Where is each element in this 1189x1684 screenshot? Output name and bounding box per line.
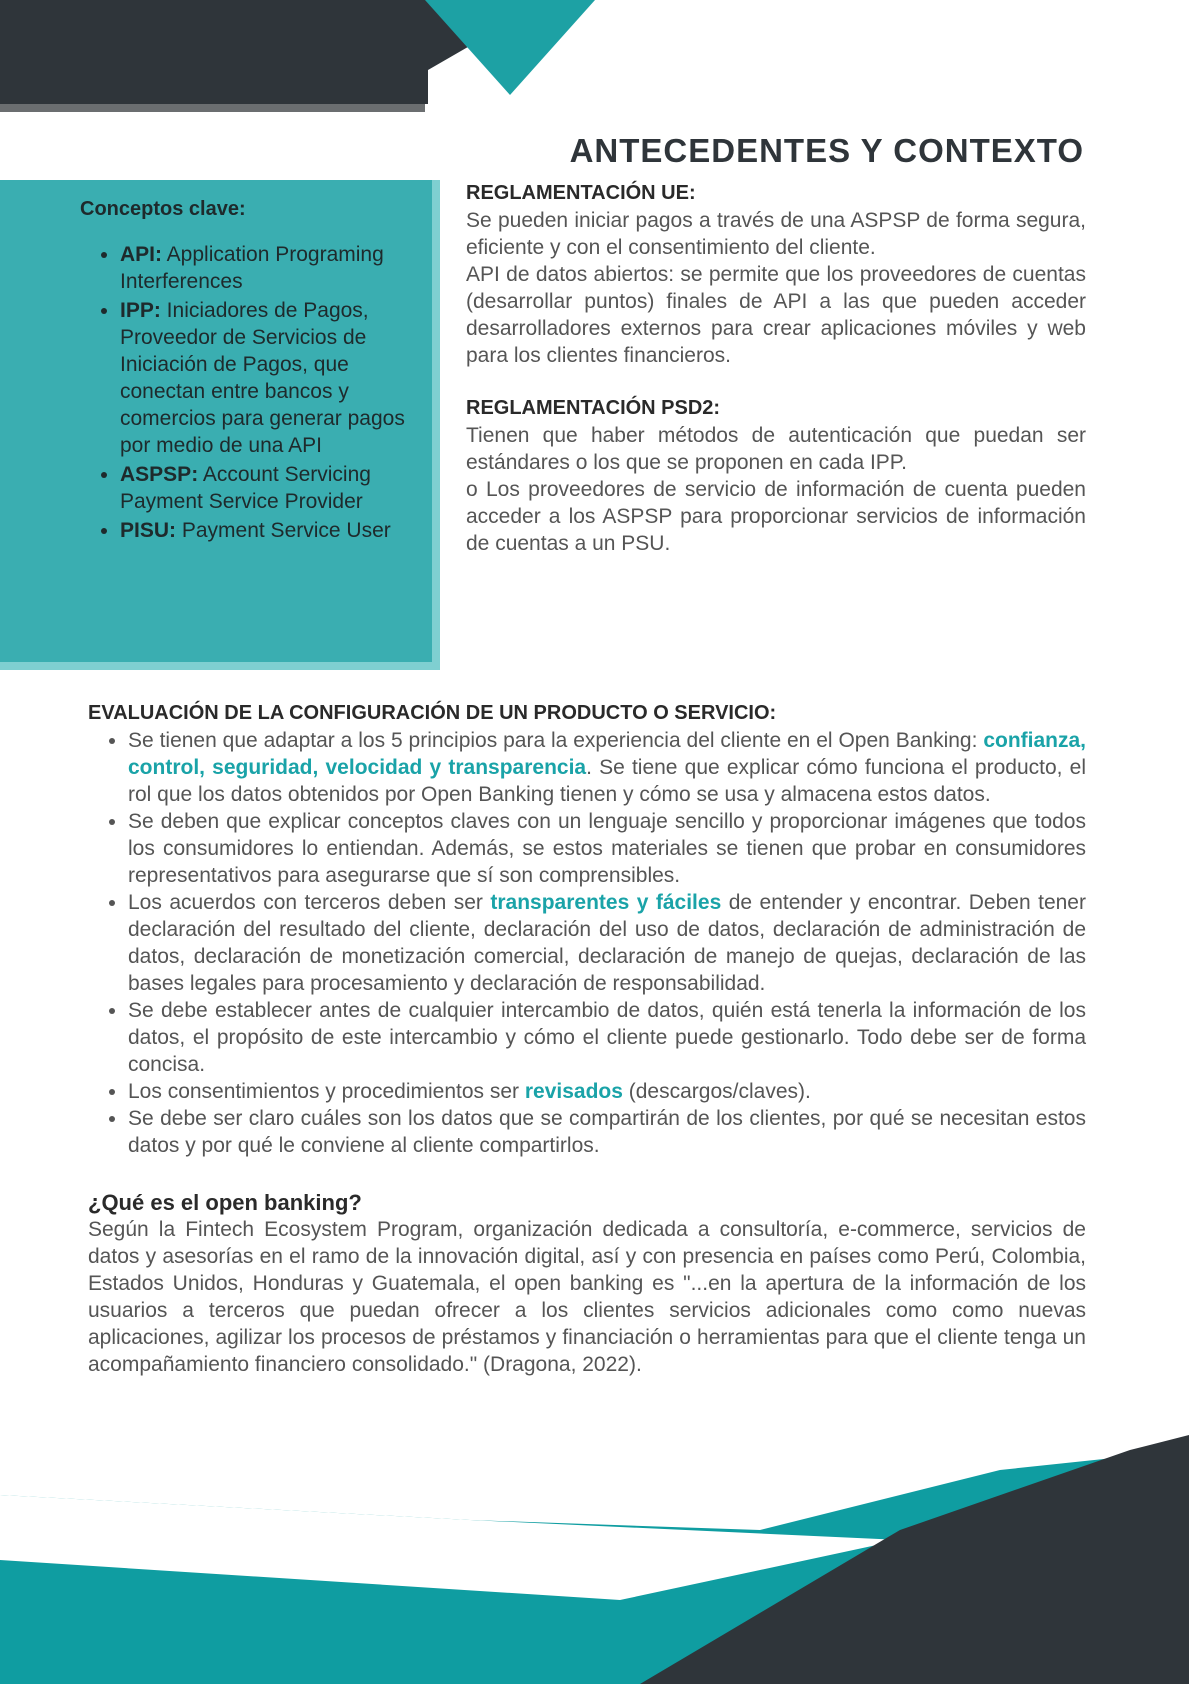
item-text: (descargos/claves).: [622, 1080, 811, 1103]
evaluation-item: [128, 727, 1086, 808]
concept-desc: Account Servicing Payment Service Provider: [120, 463, 371, 513]
item-text: Los consentimientos y procedimientos ser: [128, 1080, 525, 1103]
evaluation-heading: EVALUACIÓN DE LA CONFIGURACIÓN DE UN PRODUCTO O SERVICIO:: [88, 702, 777, 724]
regulation-column: [466, 180, 1086, 557]
concept-item: [120, 461, 406, 515]
reg-eu-paragraph: API de datos abiertos: se permite que los proveedores de cuentas (desarrollar puntos) finales de API a las que pueden acceder desarrolladores externos para crear aplicaciones móviles y web para los clientes financieros.: [466, 263, 1086, 367]
item-text: Se debe establecer antes de cualquier intercambio de datos, quién está tenerla la información de los datos, el propósito de este intercambio y cómo el cliente puede gestionarlo. Todo debe ser de forma concisa.: [128, 999, 1086, 1076]
highlight-text: confianza, control, seguridad, velocidad y transparencia: [128, 729, 1086, 779]
open-banking-heading: ¿Qué es el open banking?: [88, 1190, 362, 1215]
concept-desc: Application Programing Interferences: [120, 243, 384, 293]
reg-psd2-paragraph: o Los proveedores de servicio de información de cuenta pueden acceder a los ASPSP para proporcionar servicios de información de cuentas a un PSU.: [466, 478, 1086, 555]
evaluation-item: [128, 889, 1086, 997]
item-text: Los acuerdos con terceros deben ser: [128, 891, 491, 914]
main-content: [88, 700, 1086, 1378]
concept-term: ASPSP:: [120, 463, 199, 486]
item-text: . Se tiene que explicar cómo funciona el producto, el rol que los datos obtenidos por Open Banking tienen y cómo se usa y almacena estos datos.: [128, 756, 1086, 806]
reg-psd2-paragraph: Tienen que haber métodos de autenticación que puedan ser estándares o los que se proponen en cada IPP.: [466, 424, 1086, 474]
concept-term: PISU:: [120, 519, 177, 542]
concepts-box: [0, 180, 440, 670]
page-title: ANTECEDENTES Y CONTEXTO: [569, 132, 1084, 169]
highlight-text: transparentes y fáciles: [490, 891, 722, 914]
concepts-list: [80, 241, 406, 544]
concept-item: [120, 517, 406, 544]
item-text: Se tienen que adaptar a los 5 principios para la experiencia del cliente en el Open Banking:: [128, 729, 984, 752]
concepts-heading: Conceptos clave:: [80, 198, 246, 220]
concept-term: API:: [120, 243, 162, 266]
reg-eu-paragraph: Se pueden iniciar pagos a través de una ASPSP de forma segura, eficiente y con el consentimiento del cliente.: [466, 209, 1086, 259]
highlight-text: revisados: [524, 1080, 623, 1103]
item-text: Se debe ser claro cuáles son los datos que se compartirán de los clientes, por qué se necesitan estos datos y por qué le conviene al cliente compartirlos.: [128, 1107, 1086, 1157]
concept-desc: Payment Service User: [176, 519, 391, 542]
reg-psd2-heading: REGLAMENTACIÓN PSD2:: [466, 397, 721, 419]
reg-eu-heading: REGLAMENTACIÓN UE:: [466, 182, 696, 204]
evaluation-list: [88, 727, 1086, 1159]
concept-item: [120, 241, 406, 295]
evaluation-item: [128, 1078, 1086, 1105]
header-dark-shape: [0, 0, 480, 104]
item-text: de entender y encontrar. Deben tener declaración del resultado del cliente, declaración del uso de datos, declaración de administración de datos, declaración de monetización comercial, declaración de manejo de quejas, declaración de las bases legales para procesamiento y declaración de responsabilidad.: [128, 891, 1086, 995]
open-banking-text: Según la Fintech Ecosystem Program, organización dedicada a consultoría, e-commerce, servicios de datos y asesorías en el ramo de la innovación digital, así y con presencia en países como Perú, Colombia, Estados Unidos, Honduras y Guatemala, el open banking es "...en la apertura de la información de los usuarios a terceros que puedan ofrecer a los clientes servicios adicionales como como nuevas aplicaciones, agilizar los procesos de préstamos y financiación o herramientas para que el cliente tenga un acompañamiento financiero consolidado." (Dragona, 2022).: [88, 1218, 1086, 1376]
evaluation-item: [128, 808, 1086, 889]
item-text: Se deben que explicar conceptos claves con un lenguaje sencillo y proporcionar imágenes que todos los consumidores lo entiendan. Además, se estos materiales se tienen que probar en consumidores representativos para asegurarse que sí son comprensibles.: [128, 810, 1086, 887]
evaluation-item: [128, 997, 1086, 1078]
concept-desc: Iniciadores de Pagos, Proveedor de Servicios de Iniciación de Pagos, que conectan entre bancos y comercios para generar pagos por medio de una API: [120, 299, 405, 457]
concept-term: IPP:: [120, 299, 161, 322]
concept-item: [120, 297, 406, 459]
evaluation-item: [128, 1105, 1086, 1159]
